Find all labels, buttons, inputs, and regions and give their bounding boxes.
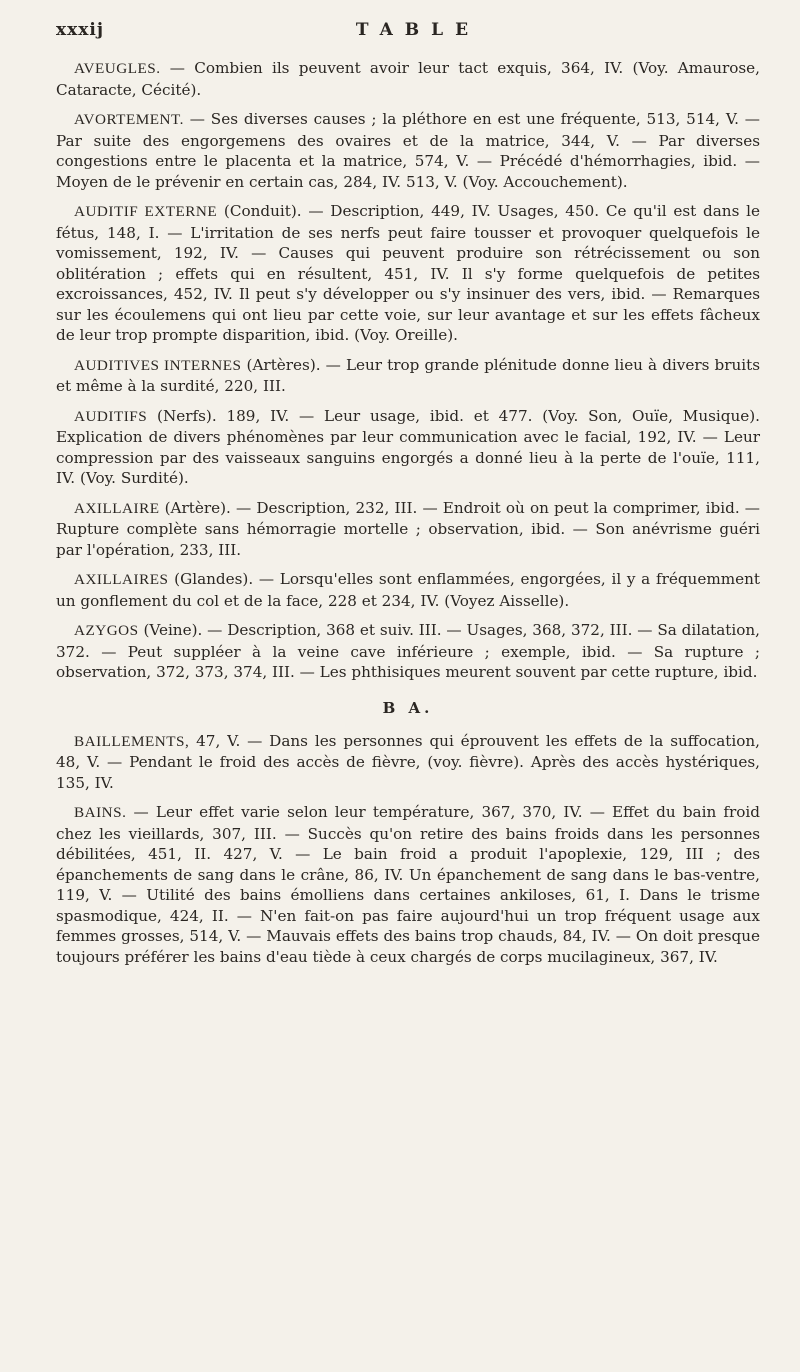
index-entry — [56, 201, 760, 346]
entry-heading: AUDITIVES INTERNES — [74, 356, 242, 374]
index-entry — [56, 802, 760, 967]
entry-text: — Combien ils peuvent avoir leur tact exquis, 364, IV. (Voy. Amaurose, Cataracte, Cécité). — [56, 59, 760, 99]
entry-heading: BAINS. — [74, 804, 127, 821]
index-entries-b — [56, 731, 760, 968]
entry-text: 47, V. — Dans les personnes qui éprouvent les effets de la suffocation, 48, V. — Pendant le froid des accès de fièvre, (voy. fièvre). Après des accès hystériques, 135, IV. — [56, 731, 760, 792]
entry-heading: AVORTEMENT. — [74, 111, 184, 128]
entry-text: — Leur effet varie selon leur température, 367, 370, IV. — Effet du bain froid chez les vieillards, 307, III. — Succès qu'on retire des bains froids dans les personnes débilitées, 451, II. 427, V. — Le bain froid a produit l'apoplexie, 129, III ; des épanchements de sang dans le crâne, 86, IV. Un épanchement de sang dans le bas-ventre, 119, V. — Utilité des bains émolliens dans certaines ankiloses, 61, I. Dans le trisme spasmodique, 424, II. — N'en fait-on pas faire aujourd'hui un trop fréquent usage aux femmes grosses, 514, V. — Mauvais effets des bains trop chauds, 84, IV. — On doit presque toujours préférer les bains d'eau tiède à ceux chargés de corps mucilagineux, 367, IV. — [56, 803, 760, 966]
index-entry — [56, 109, 760, 192]
entry-text: (Conduit). — Description, 449, IV. Usages, 450. Ce qu'il est dans le fétus, 148, I. — L'irritation de ses nerfs peut faire tousser et provoquer quelquefois le vomissement, 192, IV. — Causes qui peuvent produire son rétrécissement ou son oblitération ; effets qui en résultent, 451, IV. Il s'y forme quelquefois de petites excroissances, 452, IV. Il peut s'y développer ou s'y insinuer des vers, ibid. — Remarques sur les écoulemens qui ont lieu par cette voie, sur leur avantage et sur les effets fâcheux de leur trop prompte disparition, ibid. (Voy. Oreille). — [56, 202, 760, 344]
section-marker: B A. — [382, 698, 434, 717]
entry-heading: AUDITIFS — [74, 407, 148, 425]
index-entry — [56, 620, 760, 683]
entry-heading: AZYGOS — [74, 622, 139, 639]
entry-text: (Veine). — Description, 368 et suiv. III. — Usages, 368, 372, III. — Sa dilatation, 372. — Peut suppléer à la veine cave inférieure ; exemple, ibid. — Sa rupture ; observation, 372, 373, 374, III. — Les phthisiques meurent souvent par cette rupture, ibid. — [56, 621, 760, 681]
index-entries-a — [56, 58, 760, 683]
index-entry — [56, 569, 760, 611]
entry-heading: AUDITIF EXTERNE — [74, 203, 218, 220]
entry-heading: AXILLAIRES — [74, 571, 169, 588]
entry-text: (Artère). — Description, 232, III. — Endroit où on peut la comprimer, ibid. — Rupture complète sans hémorragie mortelle ; observation, ibid. — Son anévrisme guéri par l'opération, 233, III. — [56, 498, 760, 559]
page-number: xxxij — [56, 20, 105, 40]
entry-text: — Ses diverses causes ; la pléthore en est une fréquente, 513, 514, V. — Par suite des engorgemens des ovaires et de la matrice, 344, V. — Par diverses congestions entre le placenta et la matrice, 574, V. — Précédé d'hémorrhagies, ibid. — Moyen de le prévenir en certain cas, 284, IV. 513, V. (Voy. Accouchement). — [56, 110, 760, 191]
running-title: TABLE — [355, 20, 481, 40]
index-entry — [56, 731, 760, 794]
index-entry — [56, 406, 760, 489]
index-entry — [56, 498, 760, 561]
index-entry — [56, 355, 760, 397]
index-entry — [56, 58, 760, 100]
entry-text: (Nerfs). 189, IV. — Leur usage, ibid. et 477. (Voy. Son, Ouïe, Musique). Explication de divers phénomènes par leur communication avec le facial, 192, IV. — Leur compression par des vaisseaux sanguins engorgés a donné lieu à la perte de l'ouïe, 111, IV. (Voy. Surdité). — [56, 406, 760, 487]
entry-text: (Artères). — Leur trop grande plénitude donne lieu à divers bruits et même à la surdité, 220, III. — [56, 355, 760, 395]
page-header — [56, 18, 760, 58]
entry-heading: AVEUGLES. — [74, 60, 161, 77]
entry-heading: BAILLEMENTS, — [74, 732, 190, 750]
entry-heading: AXILLAIRE — [74, 499, 160, 517]
entry-text: (Glandes). — Lorsqu'elles sont enflammées, engorgées, il y a fréquemment un gonflement du col et de la face, 228 et 234, IV. (Voyez Aisselle). — [56, 570, 760, 610]
